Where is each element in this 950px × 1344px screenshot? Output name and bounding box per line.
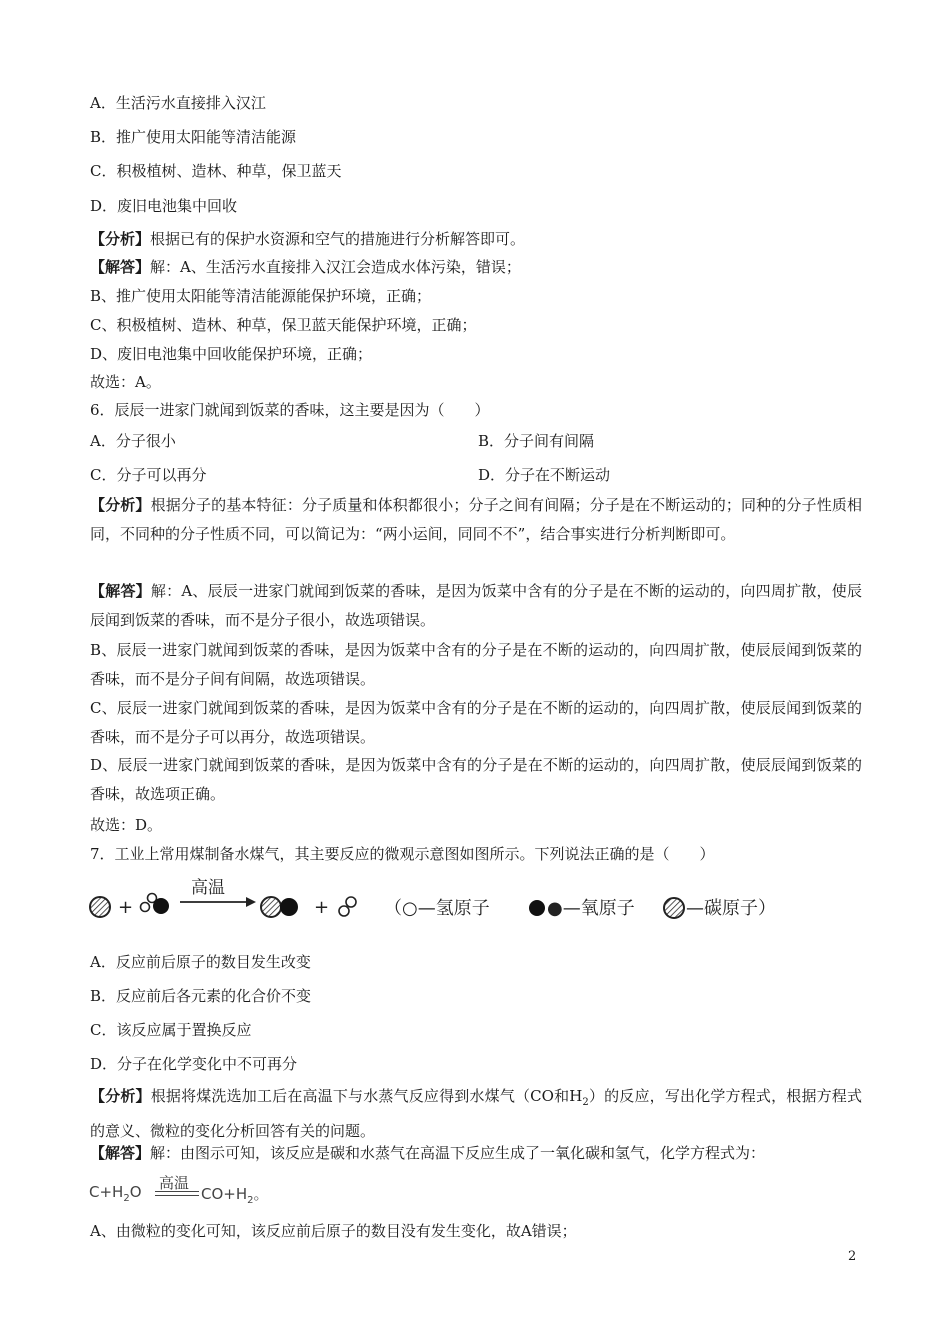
q7-option-c: C．该反应属于置换反应 — [90, 1021, 252, 1039]
q5-option-a: A．生活污水直接排入汉江 — [90, 94, 266, 112]
q5-option-d: D．废旧电池集中回收 — [90, 197, 238, 215]
equation-condition: 高温 — [159, 1174, 190, 1192]
q6-answer-c: C、辰辰一进家门就闻到饭菜的香味，是因为饭菜中含有的分子是在不断的运动的，向四周扩散，使辰辰闻到饭菜的香味，而不是分子可以再分，故选项错误。 — [90, 699, 862, 746]
q5-answer — [90, 257, 521, 277]
plus-sign: + — [118, 897, 134, 918]
analysis-subscript: 2 — [582, 1097, 589, 1108]
legend-oxygen: ●—氧原子 — [547, 898, 635, 919]
q5-answer-b: B、推广使用太阳能等清洁能源能保护环境，正确； — [90, 287, 432, 305]
q6-answer-d: D、辰辰一进家门就闻到饭菜的香味，是因为饭菜中含有的分子是在不断的运动的，向四周扩散，使辰辰闻到饭菜的香味，故选项正确。 — [90, 756, 862, 803]
q6-choice: 故选：D。 — [90, 816, 163, 834]
q6-option-d: D．分子在不断运动 — [478, 466, 611, 484]
equation-bar — [155, 1191, 199, 1192]
answer-tag: 【解答】 — [90, 582, 151, 600]
analysis-text: 根据分子的基本特征：分子质量和体积都很小；分子之间有间隔；分子是在不断运动的；同种的分子性质相同，不同种的分子性质不同，可以简记为：“两小运间，同同不不”，结合事实进行分析判断即可。 — [90, 496, 862, 543]
analysis-text-end: ）的反应，写出化学方程式，根据方程式的意义、微粒的变化分析回答有关的问题。 — [90, 1087, 862, 1140]
legend-carbon-atom — [664, 898, 684, 918]
q6-analysis — [90, 491, 862, 549]
q7-stem: 7．工业上常用煤制备水煤气，其主要反应的微观示意图如图所示。下列说法正确的是（ ） — [90, 845, 715, 863]
q5-choice: 故选：A。 — [90, 373, 161, 391]
answer-tag: 【解答】 — [90, 258, 151, 276]
q7-option-b: B．反应前后各元素的化合价不变 — [90, 987, 312, 1005]
carbon-atom — [261, 897, 281, 917]
hydrogen-atom — [339, 906, 349, 916]
q5-option-b: B．推广使用太阳能等清洁能源 — [90, 128, 297, 146]
equation-reactants: C+H — [89, 1183, 124, 1201]
q6-option-c: C．分子可以再分 — [90, 466, 207, 484]
q7-option-a: A．反应前后原子的数目发生改变 — [90, 953, 311, 971]
q6-answer-b: B、辰辰一进家门就闻到饭菜的香味，是因为饭菜中含有的分子是在不断的运动的，向四周扩散，使辰辰闻到饭菜的香味，而不是分子间有间隔，故选项错误。 — [90, 641, 862, 688]
oxygen-atom — [153, 898, 169, 914]
arrow-head-icon — [246, 897, 256, 907]
analysis-text: 根据已有的保护水资源和空气的措施进行分析解答即可。 — [150, 230, 526, 248]
answer-tag: 【解答】 — [90, 1144, 151, 1162]
legend-carbon: —碳原子） — [686, 898, 776, 919]
analysis-tag: 【分析】 — [90, 230, 151, 248]
q6-option-b: B．分子间有间隔 — [478, 432, 595, 450]
carbon-atom — [90, 897, 110, 917]
equation-products: CO+H — [201, 1185, 248, 1203]
hydrogen-atom — [141, 903, 150, 912]
q6-option-a: A．分子很小 — [90, 432, 176, 450]
q5-analysis — [90, 229, 525, 249]
reaction-condition: 高温 — [191, 878, 225, 898]
page-number: 2 — [848, 1249, 857, 1264]
q7-answer-a: A、由微粒的变化可知，该反应前后原子的数目没有发生变化，故A错误； — [90, 1222, 577, 1240]
q6-answer — [90, 577, 862, 635]
hydrogen-atom — [346, 897, 356, 907]
equation-bar — [155, 1195, 199, 1196]
q6-stem: 6．辰辰一进家门就闻到饭菜的香味，这主要是因为（ ） — [90, 401, 490, 419]
q7-analysis — [90, 1082, 862, 1146]
answer-text: 解：A、生活污水直接排入汉江会造成水体污染，错误； — [150, 258, 521, 276]
analysis-text: 根据将煤洗选加工后在高温下与水蒸气反应得到水煤气（CO和H — [150, 1087, 583, 1105]
legend-oxygen-atom — [529, 900, 545, 916]
q5-option-c: C．积极植树、造林、种草，保卫蓝天 — [90, 162, 342, 180]
answer-text: 解：A、辰辰一进家门就闻到饭菜的香味，是因为饭菜中含有的分子是在不断的运动的，向四周扩散，使辰辰闻到饭菜的香味，而不是分子很小，故选项错误。 — [90, 582, 862, 629]
plus-sign: + — [314, 897, 330, 918]
q5-answer-c: C、积极植树、造林、种草，保卫蓝天能保护环境，正确； — [90, 316, 477, 334]
q7-answer — [90, 1143, 765, 1163]
analysis-tag: 【分析】 — [90, 1087, 151, 1105]
reaction-diagram — [88, 876, 792, 932]
q7-option-d: D．分子在化学变化中不可再分 — [90, 1055, 298, 1073]
analysis-tag: 【分析】 — [90, 496, 151, 514]
oxygen-atom — [280, 898, 298, 916]
answer-text: 解：由图示可知，该反应是碳和水蒸气在高温下反应生成了一氧化碳和氢气，化学方程式为： — [150, 1144, 766, 1162]
legend-hydrogen: （○—氢原子 — [384, 898, 490, 919]
q5-answer-d: D、废旧电池集中回收能保护环境，正确； — [90, 345, 373, 363]
